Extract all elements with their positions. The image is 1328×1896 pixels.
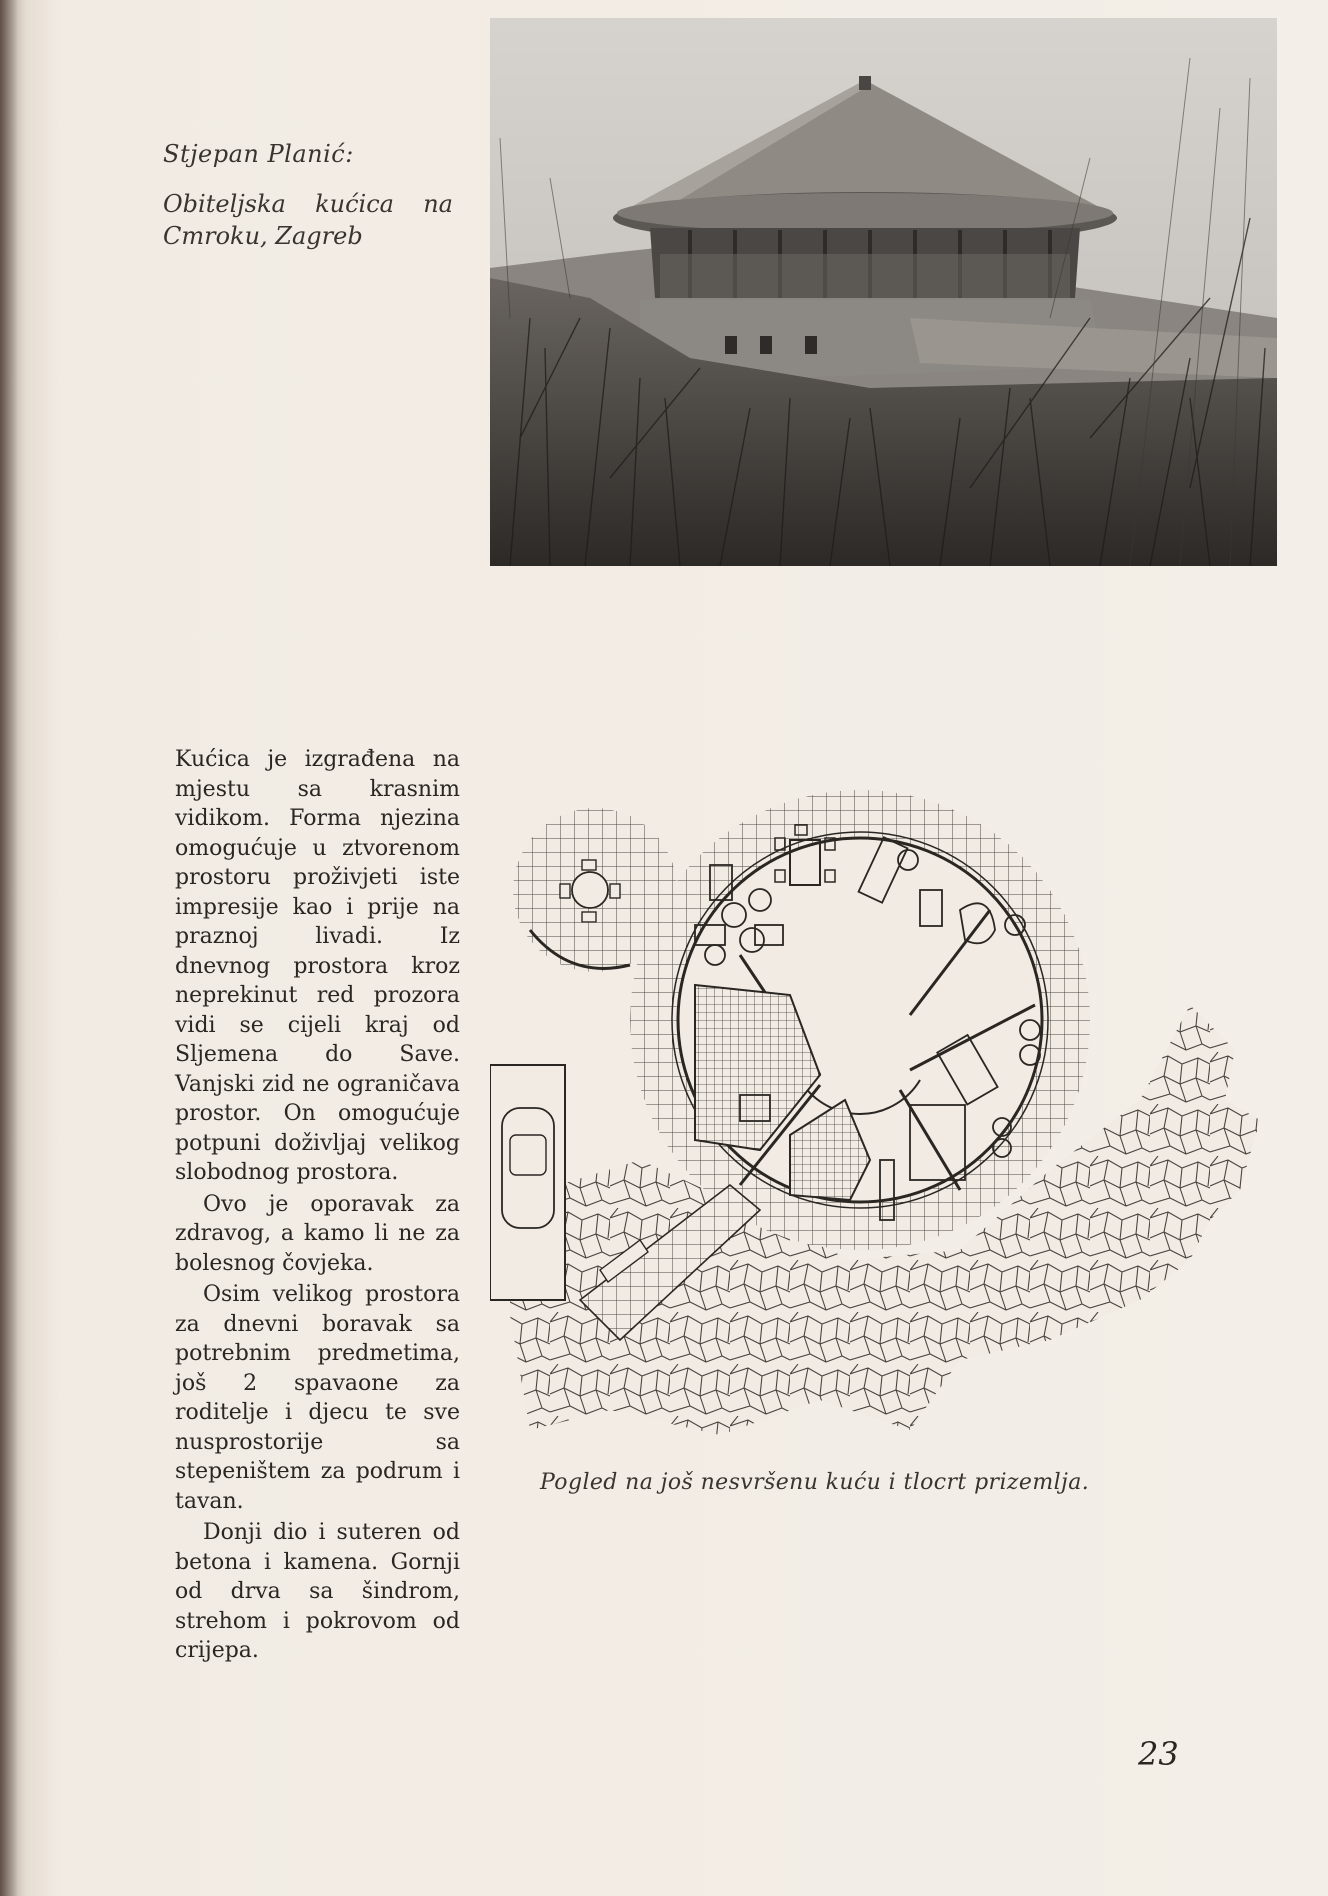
page-number: 23 — [1138, 1735, 1179, 1773]
house-photo-image — [490, 18, 1277, 566]
house-photo — [490, 18, 1277, 566]
body-paragraph: Kućica je izgrađena na mjestu sa krasnim vidikom. Forma njezina omogućuje u ztvorenom prostoru proživjeti iste impresije kao i prije na praznoj livadi. Iz dnevnog prostora kroz neprekinut red prozora vidi se cijeli kraj od Sljemena do Save. Vanjski zid ne ograničava prostor. On omogućuje potpuni doživljaj velikog slobodnog prostora. — [175, 747, 460, 1185]
figure-caption: Pogled na još nesvršenu kuću i tlocrt prizemlja. — [540, 1470, 1090, 1495]
binding-shadow — [0, 0, 18, 1896]
body-paragraph: Donji dio i suteren od betona i kamena. Gornji od drva sa šindrom, strehom i pokrovom od crijepa. — [175, 1520, 460, 1663]
body-paragraph: Ovo je oporavak za zdravog, a kamo li ne za bolesnog čovjeka. — [175, 1191, 460, 1276]
project-title: Obiteljska kućica na Cmroku, Zagreb — [163, 190, 453, 250]
author-caption: Stjepan Planić: — [163, 140, 354, 168]
body-paragraph: Osim velikog prostora za dnevni boravak sa potrebnim predmetima, još 2 spavaone za roditelje i djecu te sve nusprostorije sa stepeništem za podrum i tavan. — [175, 1282, 460, 1514]
floor-plan-drawing — [490, 740, 1270, 1440]
article-body — [175, 745, 460, 1666]
floor-plan-image — [490, 740, 1270, 1440]
